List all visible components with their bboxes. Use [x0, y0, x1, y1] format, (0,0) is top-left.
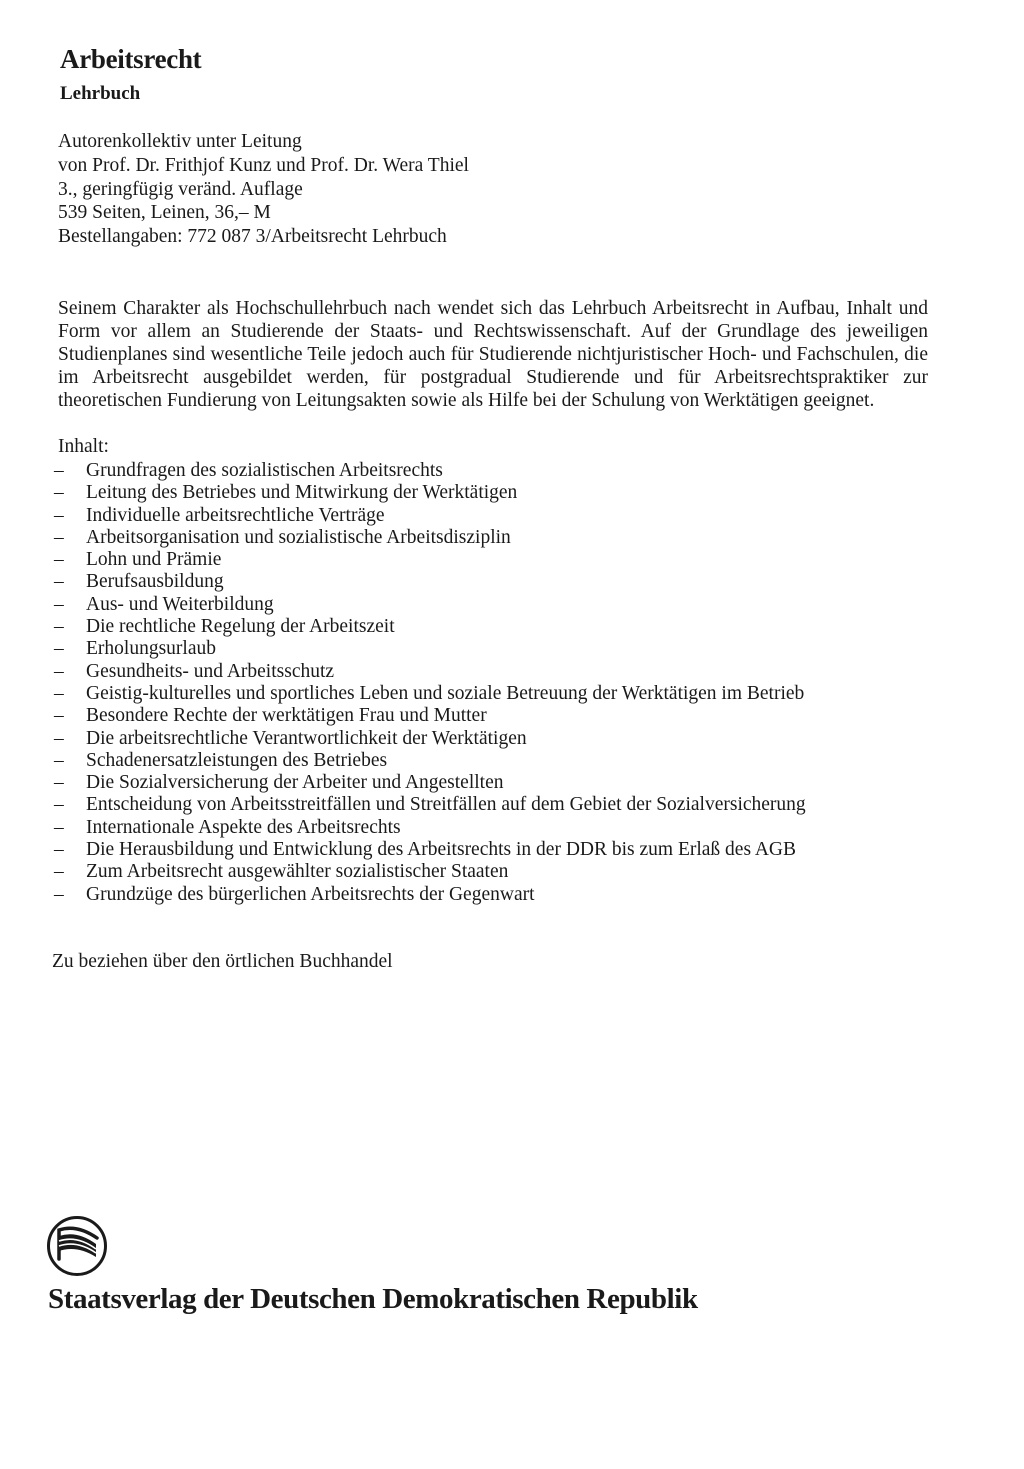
bullet-dash: – [54, 616, 64, 638]
book-subtitle: Lehrbuch [60, 83, 141, 104]
list-item: – Berufsausbildung [54, 571, 224, 593]
list-item: – Individuelle arbeitsrechtliche Verträge [54, 504, 385, 526]
list-item: – Die rechtliche Regelung der Arbeitszeit [54, 616, 395, 638]
list-item: – Entscheidung von Arbeitsstreitfällen und Streitfällen auf dem Gebiet der Sozialversicherung [54, 794, 806, 816]
list-item: – Die Herausbildung und Entwicklung des Arbeitsrechts in der DDR bis zum Erlaß des AGB [54, 839, 797, 861]
availability-note: Zu beziehen über den örtlichen Buchhandel [52, 951, 393, 972]
list-item: – Die Sozialversicherung der Arbeiter und Angestellten [54, 772, 504, 794]
intro-paragraph: Seinem Charakter als Hochschullehrbuch nach wendet sich das Lehrbuch Arbeitsrecht in Aufbau, Inhalt und Form vor allem an Studierende der Staats- und Rechtswissenschaft. Auf der Grundlage des jeweiligen Studienplanes sind wesentliche Teile jedoch auch für Studierende nichtjuristischer Hoch- und Fachschulen, die im Arbeitsrecht ausgebildet werden, für postgradual Studierende und für Arbeitsrechtspraktiker zur theoretischen Fundierung von Leitungsakten sowie als Hilfe bei der Schulung von Werktätigen geeignet. [58, 298, 928, 411]
bullet-dash: – [54, 549, 64, 571]
bullet-dash: – [54, 883, 64, 905]
bullet-dash: – [54, 593, 64, 615]
list-item: – Zum Arbeitsrecht ausgewählter sozialistischer Staaten [54, 861, 509, 883]
list-item: – Geistig-kulturelles und sportliches Leben und soziale Betreuung der Werktätigen im Betrieb [54, 682, 805, 704]
bullet-dash: – [54, 794, 64, 816]
list-item: – Aus- und Weiterbildung [54, 593, 274, 615]
list-item: – Grundfragen des sozialistischen Arbeitsrechts [54, 460, 443, 481]
bullet-dash: – [54, 638, 64, 660]
bullet-dash: – [54, 460, 64, 481]
list-item: – Erholungsurlaub [54, 638, 216, 660]
list-item: – Arbeitsorganisation und sozialistische Arbeitsdisziplin [54, 526, 511, 548]
list-item: – Gesundheits- und Arbeitsschutz [54, 660, 335, 682]
meta-pages-price: 539 Seiten, Leinen, 36,– M [58, 202, 271, 224]
list-item: – Leitung des Betriebes und Mitwirkung der Werktätigen [54, 482, 518, 504]
meta-editors: von Prof. Dr. Frithjof Kunz und Prof. Dr. Wera Thiel [58, 154, 469, 176]
publisher-flag-logo-icon [46, 1215, 108, 1277]
list-item: – Internationale Aspekte des Arbeitsrechts [54, 816, 401, 838]
bullet-dash: – [54, 705, 64, 727]
contents-list [52, 460, 806, 906]
bullet-dash: – [54, 727, 64, 749]
publisher-name: Staatsverlag der Deutschen Demokratischen Republik [48, 1283, 698, 1315]
meta-order-info: Bestellangaben: 772 087 3/Arbeitsrecht Lehrbuch [58, 226, 447, 248]
bullet-dash: – [54, 482, 64, 504]
bullet-dash: – [54, 682, 64, 704]
list-item: – Besondere Rechte der werktätigen Frau und Mutter [54, 705, 487, 727]
bullet-dash: – [54, 816, 64, 838]
list-item: – Die arbeitsrechtliche Verantwortlichkeit der Werktätigen [54, 727, 527, 749]
contents-label: Inhalt: [58, 436, 109, 457]
bullet-dash: – [54, 571, 64, 593]
bullet-dash: – [54, 526, 64, 548]
book-title: Arbeitsrecht [60, 44, 202, 74]
meta-edition: 3., geringfügig veränd. Auflage [58, 178, 303, 200]
bullet-dash: – [54, 660, 64, 682]
list-item: – Lohn und Prämie [54, 549, 222, 571]
list-item: – Schadenersatzleistungen des Betriebes [54, 749, 388, 771]
bullet-dash: – [54, 749, 64, 771]
bullet-dash: – [54, 504, 64, 526]
bullet-dash: – [54, 839, 64, 861]
bullet-dash: – [54, 861, 64, 883]
meta-authors: Autorenkollektiv unter Leitung [58, 131, 302, 152]
bullet-dash: – [54, 772, 64, 794]
list-item: – Grundzüge des bürgerlichen Arbeitsrechts der Gegenwart [54, 883, 535, 905]
book-meta [58, 130, 469, 249]
